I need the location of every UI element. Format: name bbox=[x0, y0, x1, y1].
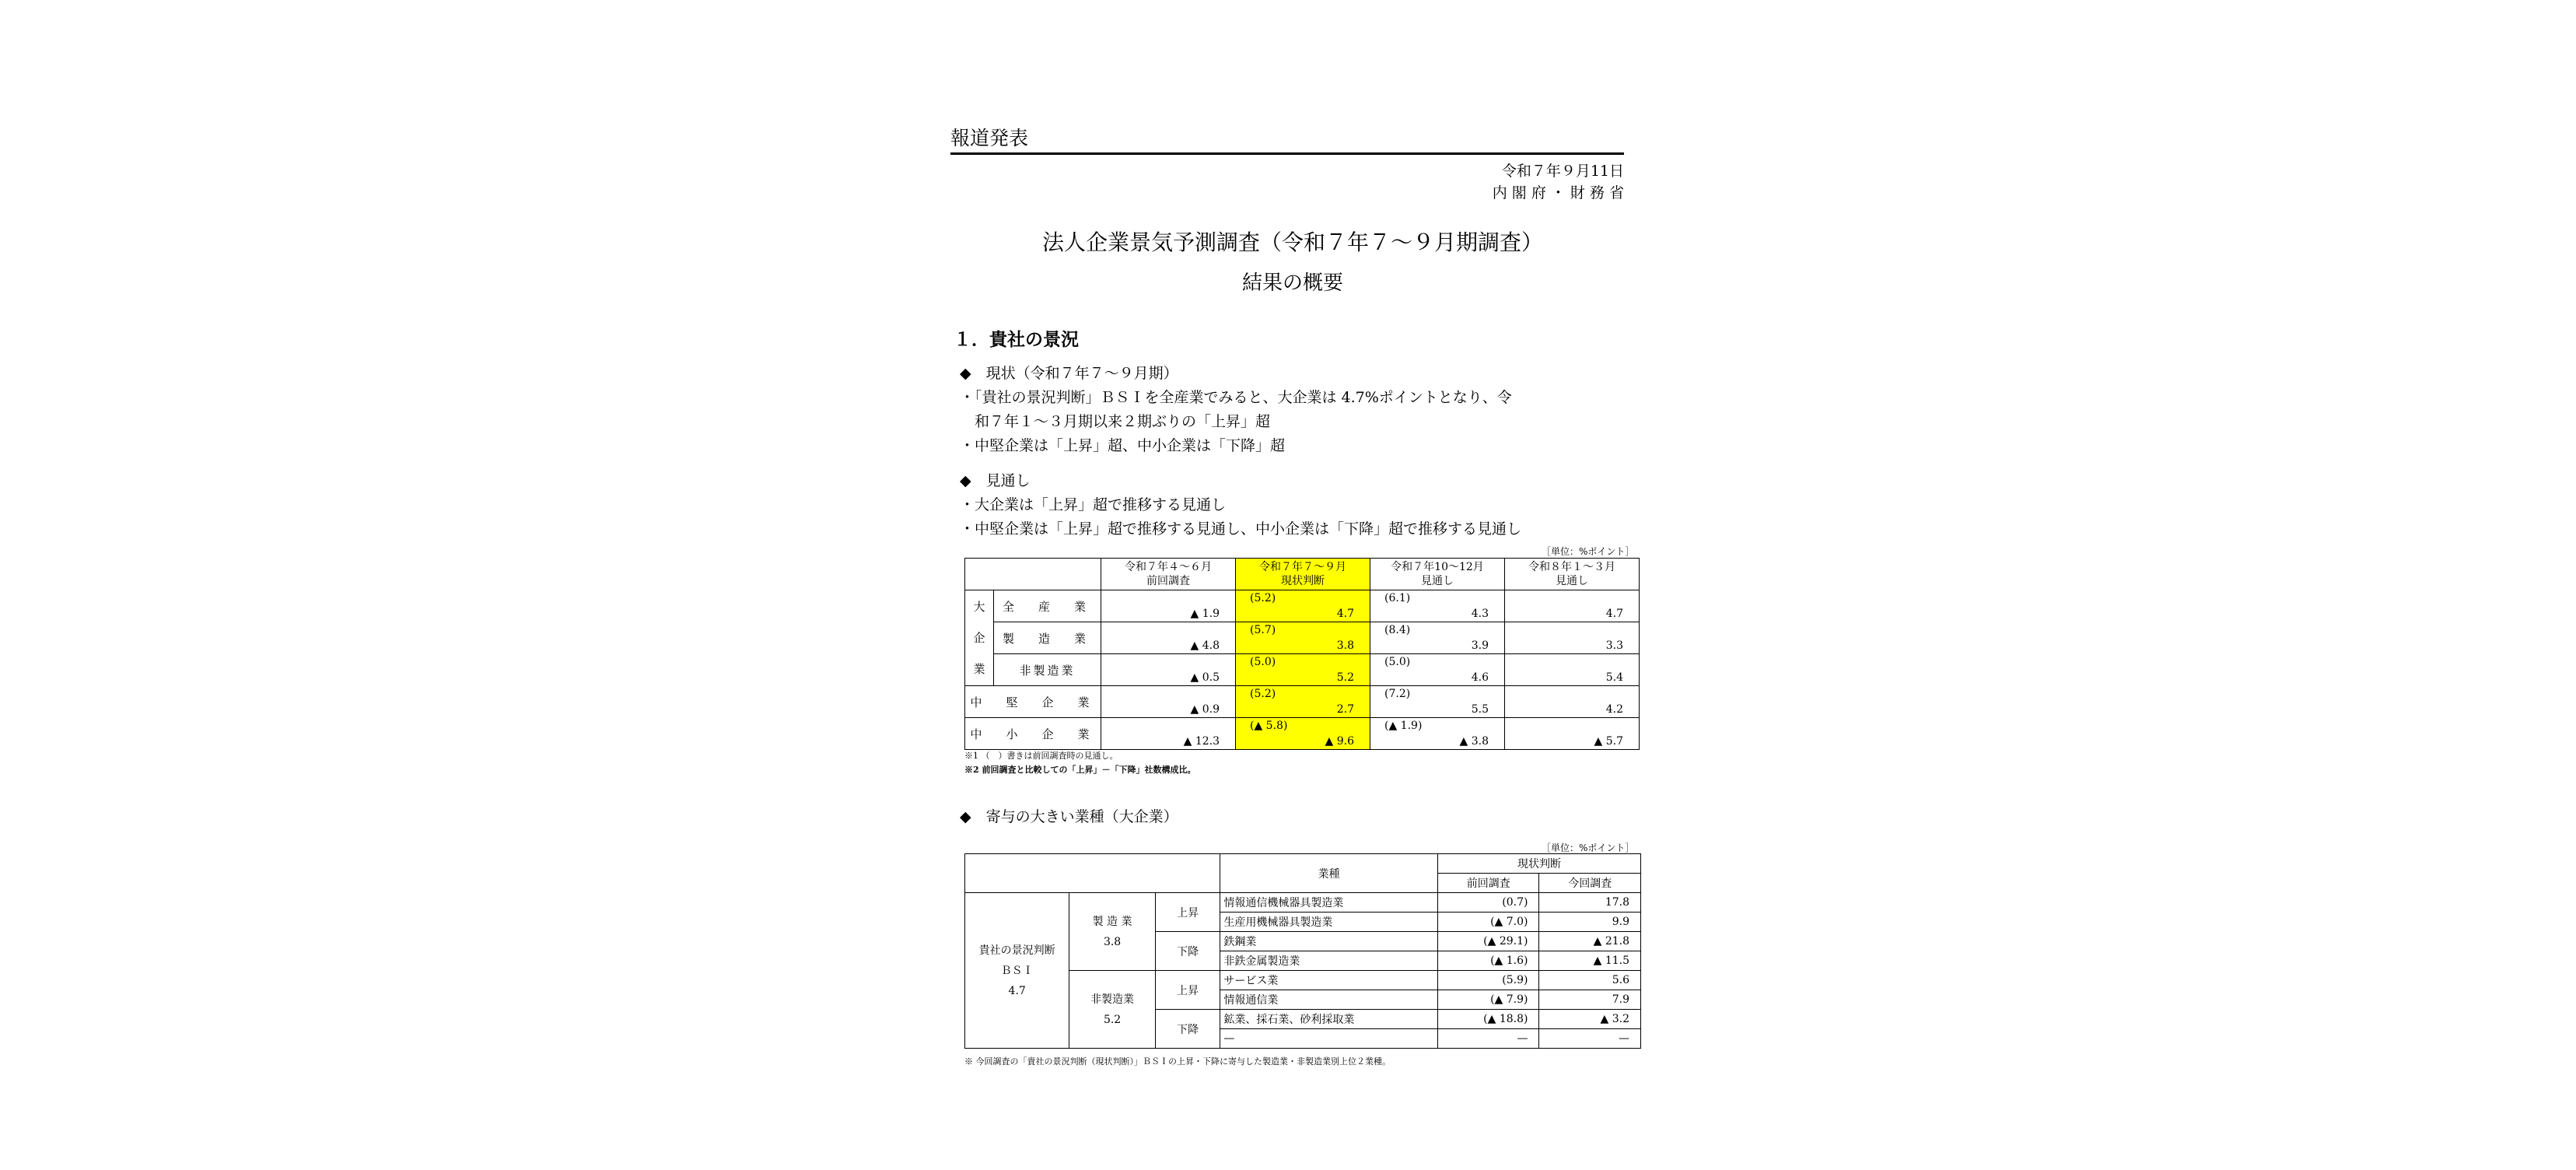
large-enterprise-label bbox=[965, 590, 994, 686]
value: 3.9 bbox=[1471, 639, 1489, 652]
prev-value: (▲ 1.6) bbox=[1437, 951, 1539, 971]
q4-value bbox=[1505, 590, 1640, 622]
section-heading: １．貴社の景況 bbox=[954, 330, 1079, 350]
table-header-row bbox=[965, 559, 1640, 590]
value: ▲ 5.7 bbox=[1594, 735, 1623, 748]
industry-name: 情報通信業 bbox=[1220, 990, 1438, 1010]
table-row bbox=[965, 590, 1640, 622]
prev-value: (5.9) bbox=[1437, 971, 1539, 990]
col-header: 令和７年10～12月 見通し bbox=[1370, 559, 1505, 590]
prev-value: — bbox=[1437, 1029, 1539, 1049]
q3-value bbox=[1370, 590, 1505, 622]
value: 4.3 bbox=[1471, 608, 1489, 620]
nonmfg-label-text: 非製造業 bbox=[1090, 993, 1135, 1006]
q3-value bbox=[1370, 718, 1505, 750]
forecast-value: (▲ 5.8) bbox=[1250, 720, 1288, 732]
row-label: 非製造業 bbox=[994, 654, 1101, 686]
document-title: 法人企業景気予測調査（令和７年７～９月期調査） bbox=[1041, 229, 1543, 255]
bsi-label-value: 4.7 bbox=[1008, 984, 1026, 997]
forecast-value: (7.2) bbox=[1384, 688, 1411, 700]
table-corner bbox=[965, 854, 1220, 893]
value: ▲ 0.5 bbox=[1190, 671, 1220, 684]
industry-name: 生産用機械器具製造業 bbox=[1220, 913, 1438, 932]
bsi-table bbox=[964, 558, 1640, 750]
current-value bbox=[1236, 686, 1370, 718]
value: ▲ 3.8 bbox=[1459, 735, 1489, 748]
value: 5.5 bbox=[1471, 703, 1489, 716]
col-header: 令和７年４～６月 前回調査 bbox=[1101, 559, 1236, 590]
forecast-value: (5.0) bbox=[1384, 656, 1411, 668]
table1-unit: ［単位：%ポイント］ bbox=[1542, 546, 1635, 557]
value: 4.7 bbox=[1336, 608, 1354, 620]
release-info bbox=[1493, 160, 1624, 204]
q4-value bbox=[1505, 654, 1640, 686]
value: ▲ 9.6 bbox=[1325, 735, 1354, 748]
bsi-label-text: ＢＳＩ bbox=[1000, 964, 1034, 977]
value: 4.2 bbox=[1605, 703, 1623, 716]
q3-value bbox=[1370, 622, 1505, 654]
prev-value bbox=[1101, 622, 1236, 654]
forecast-value: (5.0) bbox=[1250, 656, 1276, 668]
col-header: 今回調査 bbox=[1539, 874, 1641, 893]
current-value: ▲ 21.8 bbox=[1539, 932, 1641, 951]
header-rule bbox=[950, 152, 1624, 155]
table-note: ※2 前回調査と比較しての「上昇」－「下降」社数構成比。 bbox=[964, 765, 1196, 775]
value: 2.7 bbox=[1336, 703, 1354, 716]
group-char: 業 bbox=[973, 662, 985, 676]
current-value: ▲ 3.2 bbox=[1539, 1010, 1641, 1029]
current-value: 17.8 bbox=[1539, 893, 1641, 913]
row-label: 中 小 企 業 bbox=[965, 718, 1101, 750]
outlook-block bbox=[960, 469, 1521, 541]
forecast-value: (5.2) bbox=[1250, 688, 1276, 700]
row-label: 製 造 業 bbox=[994, 622, 1101, 654]
forecast-value: (8.4) bbox=[1384, 624, 1411, 636]
contrib-table bbox=[964, 853, 1641, 1049]
prev-value bbox=[1101, 654, 1236, 686]
q3-value bbox=[1370, 686, 1505, 718]
value: ▲ 4.8 bbox=[1190, 639, 1220, 652]
current-value: — bbox=[1539, 1029, 1641, 1049]
mfg-label bbox=[1069, 893, 1155, 971]
contrib-note: ※ 今回調査の「貴社の景況判断（現状判断）」ＢＳＩの上昇・下降に寄与した製造業・非製造業別上位２業種。 bbox=[964, 1056, 1391, 1067]
industry-name: 鉱業、採石業、砂利採取業 bbox=[1220, 1010, 1438, 1029]
industry-name: 鉄鋼業 bbox=[1220, 932, 1438, 951]
table-corner bbox=[965, 559, 1101, 590]
prev-value bbox=[1101, 686, 1236, 718]
forecast-value: (5.2) bbox=[1250, 592, 1276, 604]
prev-value bbox=[1101, 590, 1236, 622]
current-value bbox=[1236, 590, 1370, 622]
up-label: 上昇 bbox=[1155, 893, 1220, 932]
mfg-label-text: 製 造 業 bbox=[1092, 915, 1132, 928]
current-value: ▲ 11.5 bbox=[1539, 951, 1641, 971]
q3-value bbox=[1370, 654, 1505, 686]
down-label: 下降 bbox=[1155, 1010, 1220, 1049]
col-header: 前回調査 bbox=[1437, 874, 1539, 893]
col-header: 令和８年１～３月 見通し bbox=[1505, 559, 1640, 590]
value: 5.2 bbox=[1336, 671, 1354, 684]
nonmfg-label bbox=[1069, 971, 1155, 1049]
prev-value bbox=[1101, 718, 1236, 750]
contrib-unit: ［単位：%ポイント］ bbox=[1542, 842, 1635, 853]
current-value bbox=[1236, 718, 1370, 750]
q4-value bbox=[1505, 622, 1640, 654]
prev-value: (▲ 7.0) bbox=[1437, 913, 1539, 932]
prev-value: (▲ 29.1) bbox=[1437, 932, 1539, 951]
current-line: ・「貴社の景況判断」ＢＳＩを全産業でみると、大企業は 4.7%ポイントとなり、令 bbox=[960, 389, 1512, 406]
current-block bbox=[960, 362, 1512, 458]
industry-name: 情報通信機械器具製造業 bbox=[1220, 893, 1438, 913]
q4-value bbox=[1505, 718, 1640, 750]
press-release-label: 報道発表 bbox=[950, 127, 1029, 149]
value: ▲ 12.3 bbox=[1183, 735, 1220, 748]
table-row bbox=[965, 893, 1641, 913]
prev-value: (▲ 7.9) bbox=[1437, 990, 1539, 1010]
current-value: 7.9 bbox=[1539, 990, 1641, 1010]
contrib-heading: ◆ 寄与の大きい業種（大企業） bbox=[960, 808, 1178, 825]
bsi-label bbox=[965, 893, 1069, 1049]
value: 3.3 bbox=[1605, 639, 1623, 652]
current-value bbox=[1236, 654, 1370, 686]
current-value: 5.6 bbox=[1539, 971, 1641, 990]
industry-name: サービス業 bbox=[1220, 971, 1438, 990]
prev-value: (0.7) bbox=[1437, 893, 1539, 913]
col-header: 業種 bbox=[1220, 854, 1438, 893]
table-note: ※1 （ ）書きは前回調査時の見通し。 bbox=[964, 751, 1118, 761]
outlook-heading: ◆ 見通し bbox=[960, 472, 1031, 489]
current-value bbox=[1236, 622, 1370, 654]
release-date: 令和７年９月11日 bbox=[1501, 163, 1624, 180]
issuer: 内 閣 府 ・ 財 務 省 bbox=[1492, 184, 1624, 201]
value: ▲ 0.9 bbox=[1190, 703, 1220, 716]
value: 4.6 bbox=[1471, 671, 1489, 684]
value: 5.4 bbox=[1605, 671, 1623, 684]
table-row bbox=[965, 654, 1640, 686]
table-header-row bbox=[965, 854, 1641, 874]
table-row bbox=[965, 718, 1640, 750]
down-label: 下降 bbox=[1155, 932, 1220, 971]
current-line: ・中堅企業は「上昇」超、中小企業は「下降」超 bbox=[960, 437, 1286, 454]
group-char: 大 bbox=[973, 600, 985, 614]
current-line: 和７年１～３月期以来２期ぶりの「上昇」超 bbox=[960, 413, 1271, 430]
mfg-label-value: 3.8 bbox=[1103, 935, 1122, 948]
col-header: 現状判断 bbox=[1437, 854, 1640, 874]
group-char: 企 bbox=[973, 631, 985, 645]
row-label: 中 堅 企 業 bbox=[965, 686, 1101, 718]
table-row bbox=[965, 686, 1640, 718]
industry-name: 非鉄金属製造業 bbox=[1220, 951, 1438, 971]
industry-name: — bbox=[1220, 1029, 1438, 1049]
prev-value: (▲ 18.8) bbox=[1437, 1010, 1539, 1029]
current-heading: ◆ 現状（令和７年７～９月期） bbox=[960, 365, 1178, 382]
q4-value bbox=[1505, 686, 1640, 718]
forecast-value: (5.7) bbox=[1250, 624, 1276, 636]
row-label: 全 産 業 bbox=[994, 590, 1101, 622]
bsi-label-text: 貴社の景況判断 bbox=[978, 944, 1055, 957]
value: 4.7 bbox=[1605, 608, 1623, 620]
document-subtitle: 結果の概要 bbox=[1241, 271, 1343, 295]
outlook-line: ・大企業は「上昇」超で推移する見通し bbox=[960, 496, 1227, 513]
table-row bbox=[965, 622, 1640, 654]
up-label: 上昇 bbox=[1155, 971, 1220, 1010]
forecast-value: (▲ 1.9) bbox=[1384, 720, 1423, 732]
current-value: 9.9 bbox=[1539, 913, 1641, 932]
forecast-value: (6.1) bbox=[1384, 592, 1411, 604]
value: ▲ 1.9 bbox=[1190, 608, 1220, 620]
outlook-line: ・中堅企業は「上昇」超で推移する見通し、中小企業は「下降」超で推移する見通し bbox=[960, 520, 1522, 538]
col-header: 令和７年７～９月 現状判断 bbox=[1236, 559, 1370, 590]
value: 3.8 bbox=[1336, 639, 1354, 652]
nonmfg-label-value: 5.2 bbox=[1103, 1013, 1122, 1026]
